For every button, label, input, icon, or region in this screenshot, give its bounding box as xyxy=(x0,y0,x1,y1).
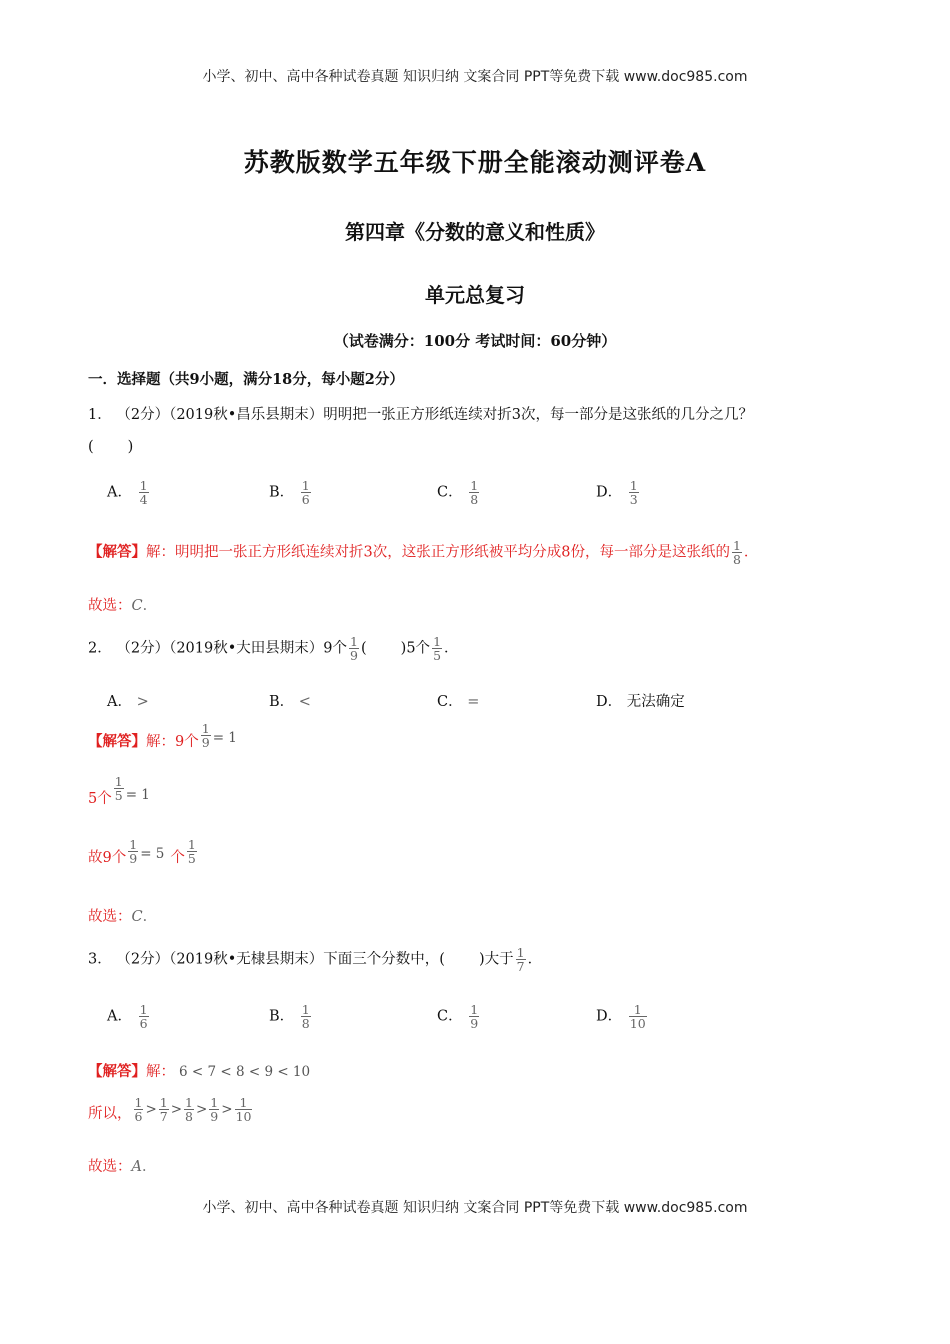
option-c: C． $\frac{1}{8}$ xyxy=(437,478,479,507)
option-a: A． $\frac{1}{4}$ xyxy=(107,478,148,507)
question-score: （2分） xyxy=(116,407,170,423)
option-b: B． < xyxy=(269,694,311,710)
option-d: D． $\frac{1}{10}$ xyxy=(596,1002,646,1031)
unit-title: 单元总复习 xyxy=(425,283,525,307)
fraction: $\frac{1}{5}$ xyxy=(433,634,442,663)
page-header: 小学、初中、高中各种试卷真题 知识归纳 文案合同 PPT等免费下载 www.doc985.com xyxy=(202,69,748,85)
option-b: B． $\frac{1}{8}$ xyxy=(269,1002,310,1031)
option-d: D． 无法确定 xyxy=(596,694,685,710)
q2-conclusion: 故选：C． xyxy=(88,909,158,925)
q3-conclusion: 故选：A． xyxy=(88,1159,157,1175)
fraction: $\frac{1}{9}$ xyxy=(129,837,138,866)
option-a: A． $\frac{1}{6}$ xyxy=(107,1002,148,1031)
question-2: 2． （2分）（2019秋•大田县期末）9个 $\frac{1}{9}$ ( )5个 $\frac{1}{5}$ ． xyxy=(88,634,459,663)
fraction: $\frac{1}{9}$ xyxy=(350,634,358,663)
question-source: （2019秋•昌乐县期末） xyxy=(169,407,324,423)
question-number: 1． xyxy=(88,407,112,423)
fraction: $\frac{1}{6}$ xyxy=(139,1002,148,1031)
q3-solution: 【解答】解： 6 < 7 < 8 < 9 < 10 xyxy=(88,1063,311,1080)
q2-solution-line3: 故9个 $\frac{1}{9}$ = 5 个 $\frac{1}{5}$ xyxy=(88,837,196,866)
option-c: C． $\frac{1}{9}$ xyxy=(437,1002,479,1031)
fraction: $\frac{1}{4}$ xyxy=(139,478,148,507)
exam-info: （试卷满分：100分 考试时间：60分钟） xyxy=(333,332,617,350)
fraction: $\frac{1}{9}$ xyxy=(210,1095,219,1124)
section-heading: 一．选择题（共9小题，满分18分，每小题2分） xyxy=(88,371,404,388)
fraction: $\frac{1}{9}$ xyxy=(470,1002,479,1031)
q2-solution-line2: 5个 $\frac{1}{5}$ = 1 xyxy=(88,774,150,807)
fraction: $\frac{1}{7}$ xyxy=(516,945,525,974)
fraction: $\frac{1}{10}$ xyxy=(235,1095,252,1124)
answer-letter: C xyxy=(131,598,143,614)
q1-conclusion: 故选：C． xyxy=(88,598,158,614)
option-c: C． = xyxy=(437,694,480,710)
fraction: $\frac{1}{8}$ xyxy=(732,538,741,567)
answer-tag: 【解答】 xyxy=(88,543,146,561)
q3-ordering: 所以， $\frac{1}{6}$ > $\frac{1}{7}$ > $\frac{1}{8}$ > $\frac{1}{9}$ > $\frac{1}{10}$ xyxy=(88,1095,252,1124)
answer-letter: C xyxy=(131,909,143,925)
document-title: 苏教版数学五年级下册全能滚动测评卷A xyxy=(243,148,707,177)
fraction: $\frac{1}{8}$ xyxy=(185,1095,193,1124)
fraction: $\frac{1}{3}$ xyxy=(629,478,638,507)
fraction: $\frac{1}{10}$ xyxy=(629,1002,646,1031)
fraction: $\frac{1}{8}$ xyxy=(470,478,479,507)
option-d: D． $\frac{1}{3}$ xyxy=(596,478,638,507)
inequality: 6 < 7 < 8 < 9 < 10 xyxy=(179,1064,311,1080)
question-1 xyxy=(88,403,753,424)
option-a: A． > xyxy=(107,694,149,710)
question-text: 明明把一张正方形纸连续对折3次，每一部分是这张纸的几分之几？ xyxy=(323,407,754,423)
fraction: $\frac{1}{8}$ xyxy=(301,1002,310,1031)
chapter-title: 第四章《分数的意义和性质》 xyxy=(345,220,605,244)
q2-solution-line1: 【解答】解：9个 $\frac{1}{9}$ = 1 xyxy=(88,721,237,750)
q1-solution: 【解答】解：明明把一张正方形纸连续对折3次，这张正方形纸被平均分成8份，每一部分是这张纸的 $\frac{1}{8}$ ． xyxy=(88,538,759,567)
fraction: $\frac{1}{5}$ xyxy=(114,774,123,803)
question-3: 3． （2分）（2019秋•无棣县期末）下面三个分数中，( )大于 $\frac{1}{7}$ ． xyxy=(88,945,543,974)
page-footer: 小学、初中、高中各种试卷真题 知识归纳 文案合同 PPT等免费下载 www.doc985.com xyxy=(202,1200,748,1216)
fraction: $\frac{1}{5}$ xyxy=(187,837,196,866)
fraction: $\frac{1}{9}$ xyxy=(201,721,210,750)
option-b: B． $\frac{1}{6}$ xyxy=(269,478,310,507)
fraction: $\frac{1}{6}$ xyxy=(301,478,310,507)
fraction: $\frac{1}{6}$ xyxy=(134,1095,143,1124)
answer-letter: A xyxy=(131,1159,142,1175)
answer-blank: ( ) xyxy=(88,439,134,455)
fraction: $\frac{1}{7}$ xyxy=(159,1095,168,1124)
